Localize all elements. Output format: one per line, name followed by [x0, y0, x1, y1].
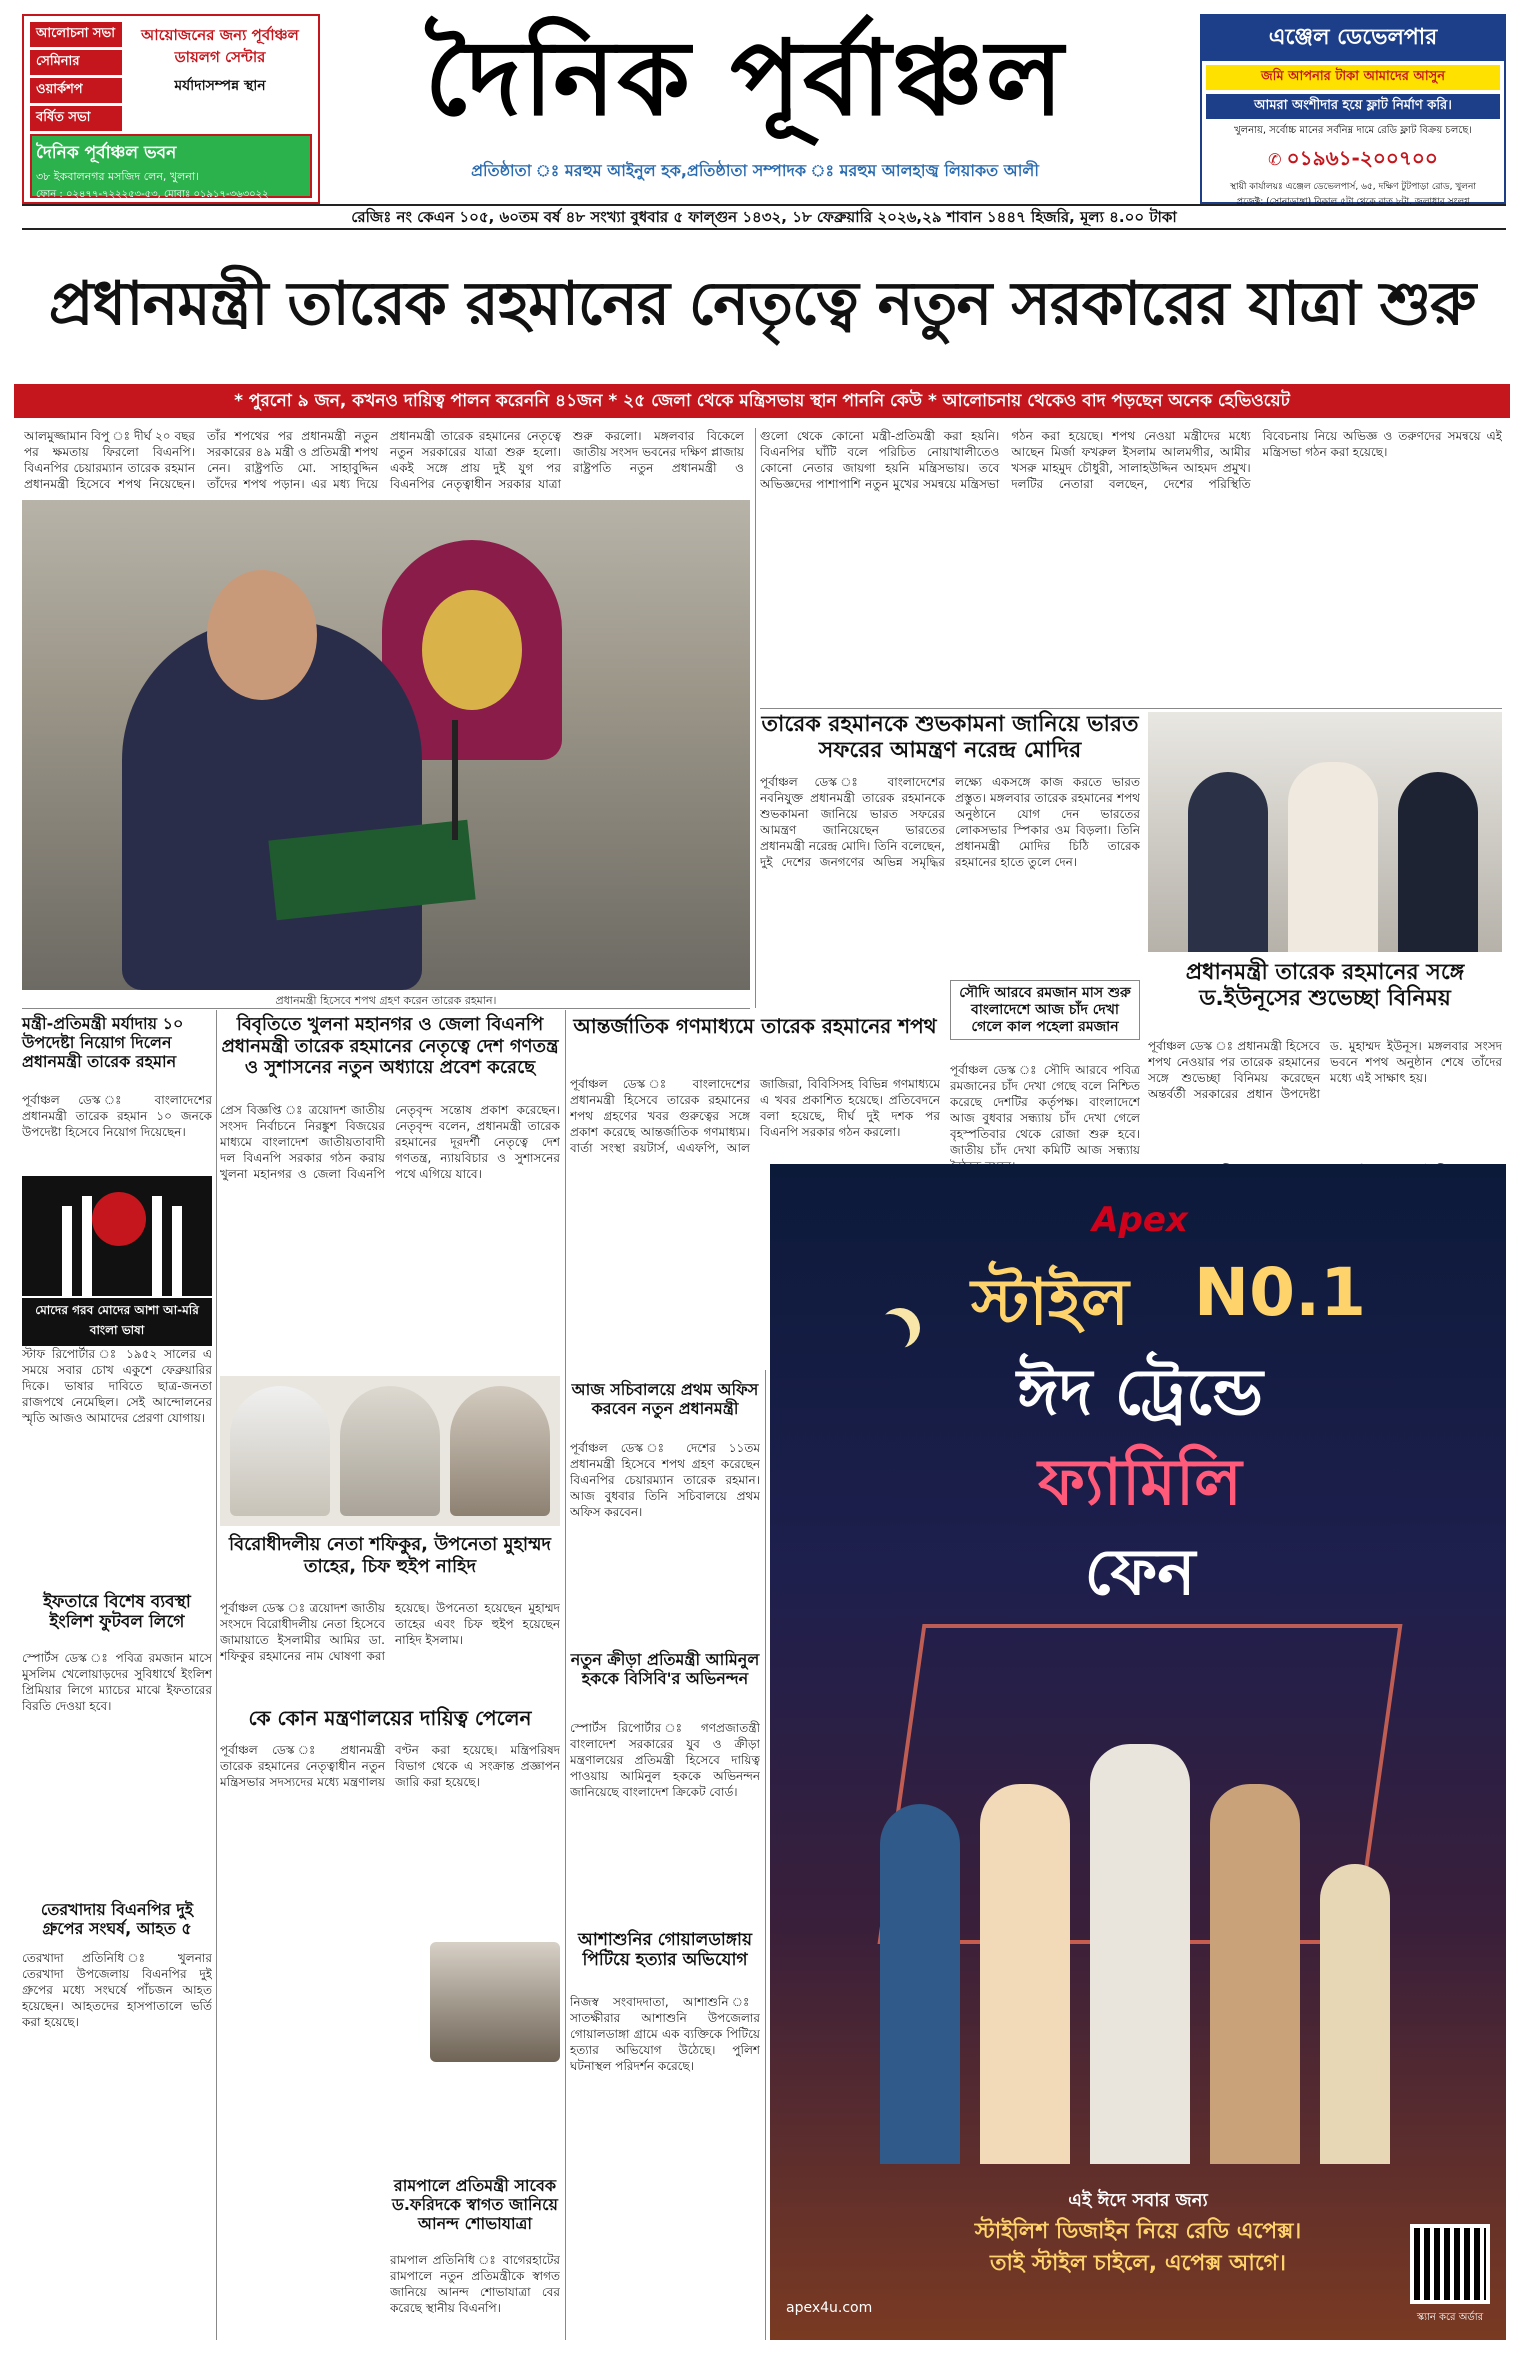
apex-line1: স্টাইল: [971, 1266, 1129, 1340]
crescent-moon-icon: [870, 1314, 910, 1354]
promo-item: সেমিনার: [30, 50, 122, 75]
right-ad-line3: খুলনায়, সর্বোচ্চ মানের সর্বনিম্ন দামে রেডি ফ্লাট বিক্রয় চলছে।: [1234, 125, 1472, 136]
khulna-body: প্রেস বিজ্ঞপ্তি ঃ ত্রয়োদশ জাতীয় সংসদ নির্বাচনে নিরঙ্কুশ বিজয়ের মাধ্যমে বাংলাদেশ জাতীয়তাবাদী দল বিএনপি সরকার গঠন করায় খুলনা মহানগর ও জেলা বিএনপি নেতৃবৃন্দ সন্তোষ প্রকাশ করেছেন। নেতৃবৃন্দ বলেন, প্রধানমন্ত্রী তারেক রহমানের দূরদর্শী নেতৃত্বে দেশ গণতন্ত্র, ন্যায়বিচার ও সুশাসনের পথে এগিয়ে যাবে।: [220, 1103, 560, 1181]
iftar-body: স্পোর্টস ডেস্ক ঃ পবিত্র রমজান মাসে মুসলিম খেলোয়াড়দের সুবিধার্থে ইংলিশ প্রিমিয়ার লিগে ম্যাচের মাঝে ইফতারের বিরতি দেওয়া হবে।: [22, 1651, 212, 1713]
person-figure: [1288, 762, 1378, 952]
lead-photo-caption: প্রধানমন্ত্রী হিসেবে শপথ গ্রহণ করেন তারেক রহমান।: [275, 994, 497, 1007]
iftar-headline: ইফতারে বিশেষ ব্যবস্থা ইংলিশ ফুটবল লিগে: [43, 1592, 191, 1633]
office-address: ৩৮ ইকবালনগর মসজিদ লেন, খুলনা।: [36, 170, 200, 183]
qr-label: স্ক্যান করে অর্ডার: [1416, 2312, 1484, 2323]
right-ad-phone-row: [1206, 144, 1500, 177]
family-figure: [980, 1784, 1070, 2164]
language-body: স্টাফ রিপোর্টার ঃ ১৯৫২ সালের এ সময়ে সবার চোখ একুশে ফেব্রুয়ারির দিকে। ভাষার দাবিতে ছাত্র-জনতা রাজপথে নেমেছিল। সেই আন্দোলনের স্মৃতি আজও আমাদের প্রেরণা যোগায়।: [22, 1347, 212, 1425]
intl-body: পূর্বাঞ্চল ডেস্ক ঃ বাংলাদেশের প্রধানমন্ত্রী হিসেবে তারেক রহমানের শপথ গ্রহণের খবর গুরুত্বের সঙ্গে প্রকাশ করেছে আন্তর্জাতিক গণমাধ্যম। বার্তা সংস্থা রয়টার্স, এএফপি, আল জাজিরা, বিবিসিসহ বিভিন্ন গণমাধ্যমে এ খবর প্রকাশিত হয়েছে। প্রতিবেদনে বলা হয়েছে, দীর্ঘ দুই দশক পর বিএনপি সরকার গঠন করলো।: [570, 1077, 940, 1155]
minister-portrait: [430, 1942, 560, 2062]
apex-line4: ফেন: [1084, 1536, 1196, 1610]
khulna-headline: বিবৃতিতে খুলনা মহানগর ও জেলা বিএনপি প্রধানমন্ত্রী তারেক রহমানের নেতৃত্বে দেশ গণতন্ত্র ও সুশাসনের নতুন অধ্যায়ে প্রবেশ করেছে: [221, 1014, 559, 1079]
microphone: [452, 720, 458, 840]
eid-headline: সৌদি আরবে রমজান মাস শুরু বাংলাদেশে আজ চাঁদ দেখা গেলে কাল পহেলা রমজান: [950, 980, 1140, 1040]
promo-tagline: মর্যাদাসম্পন্ন স্থান: [174, 78, 266, 94]
clash-body: তেরখাদা প্রতিনিধি ঃ খুলনার তেরখাদা উপজেলায় বিএনপির দুই গ্রুপের মধ্যে সংঘর্ষে পাঁচজন আহত হয়েছেন। আহতদের হাসপাতালে ভর্তি করা হয়েছে।: [22, 1951, 212, 2029]
apex-tagline-1: এই ঈদে সবার জন্য: [1068, 2190, 1208, 2211]
portrait: [450, 1386, 550, 1516]
minar-pillar: [62, 1206, 72, 1296]
apex-line2: ঈদ ট্রেন্ডে: [1017, 1356, 1263, 1430]
row-rule: [22, 1008, 750, 1009]
column-rule: [565, 1010, 566, 2340]
sports-body: স্পোর্টস রিপোর্টার ঃ গণপ্রজাতন্ত্রী বাংলাদেশ সরকারের যুব ও ক্রীড়া মন্ত্রণালয়ের প্রতিমন্ত্রী হিসেবে দায়িত্ব পাওয়ায় আমিনুল হককে অভিনন্দন জানিয়েছে বাংলাদেশ ক্রিকেট বোর্ড।: [570, 1721, 760, 1799]
portrait: [340, 1386, 440, 1516]
lead-headline: প্রধানমন্ত্রী তারেক রহমানের নেতৃত্বে নতুন সরকারের যাত্রা শুরু: [48, 269, 1476, 339]
eid-body: পূর্বাঞ্চল ডেস্ক ঃ সৌদি আরবে পবিত্র রমজানের চাঁদ দেখা গেছে বলে নিশ্চিত করেছে দেশটির কর্তৃপক্ষ। বাংলাদেশে আজ বুধবার সন্ধ্যায় চাঁদ দেখা গেলে বৃহস্পতিবার থেকে রোজা শুরু হবে। জাতীয় চাঁদ দেখা কমিটি আজ সন্ধ্যায়: [950, 1063, 1140, 1157]
advisors-body: পূর্বাঞ্চল ডেস্ক ঃ বাংলাদেশের প্রধানমন্ত্রী তারেক রহমান ১০ জনকে উপদেষ্টা হিসেবে নিয়োগ দিয়েছেন।: [22, 1093, 212, 1139]
person-figure: [1398, 772, 1478, 952]
row-rule: [760, 708, 1502, 709]
promo-item: আলোচনা সভা: [30, 22, 122, 47]
clash-headline: তেরখাদায় বিএনপির দুই গ্রুপের সংঘর্ষ, আহত ৫: [40, 1900, 194, 1939]
red-sun: [92, 1192, 146, 1246]
advisors-headline: মন্ত্রী-প্রতিমন্ত্রী মর্যাদায় ১০ উপদেষ্টা নিয়োগ দিলেন প্রধানমন্ত্রী তারেক রহমান: [22, 1014, 184, 1072]
rampal-headline: রামপালে প্রতিমন্ত্রী সাবেক ড.ফরিদকে স্বাগত জানিয়ে আনন্দ শোভাযাত্রা: [392, 2176, 558, 2234]
lead-photo: [22, 500, 750, 990]
murder-body: নিজস্ব সংবাদদাতা, আশাশুনি ঃ সাতক্ষীরার আশাশুনি উপজেলার গোয়ালডাঙ্গা গ্রামে এক ব্যক্তিকে পিটিয়ে হত্যার অভিযোগ উঠেছে। পুলিশ ঘটনাস্থল পরিদর্শন করেছে।: [570, 1995, 760, 2073]
duty-body: পূর্বাঞ্চল ডেস্ক ঃ প্রধানমন্ত্রী তারেক রহমানের নেতৃত্বাধীন নতুন মন্ত্রিসভার সদস্যদের মধ্যে মন্ত্রণালয় বণ্টন করা হয়েছে। মন্ত্রিপরিষদ বিভাগ থেকে এ সংক্রান্ত প্রজ্ঞাপন জারি করা হয়েছে।: [220, 1743, 560, 1789]
lead-strap: * পুরনো ৯ জন, কখনও দায়িত্ব পালন করেননি ৪১জন * ২৫ জেলা থেকে মন্ত্রিসভায় স্থান পাননি কেউ * আলোচনায় থেকেও বাদ পড়ছেন অনেক হেভিওয়েট: [234, 391, 1290, 411]
modi-headline: তারেক রহমানকে শুভকামনা জানিয়ে ভারত সফরের আমন্ত্রণ নরেন্দ্র মোদির: [761, 712, 1139, 764]
right-ad-title: এঞ্জেল ডেভেলপার: [1202, 16, 1504, 61]
office-body: পূর্বাঞ্চল ডেস্ক ঃ দেশের ১১তম প্রধানমন্ত্রী হিসেবে শপথ গ্রহণ করেছেন বিএনপির চেয়ারম্যান তারেক রহমান। আজ বুধবার তিনি সচিবালয়ে প্রথম অফিস করবেন।: [570, 1441, 760, 1519]
portrait: [230, 1386, 330, 1516]
column-rule: [755, 428, 756, 1008]
promo-items-list: [30, 22, 122, 131]
lead-strap-bar: [14, 384, 1510, 418]
masthead: [0, 0, 1524, 225]
murder-headline: আশাশুনির গোয়ালডাঙ্গায় পিটিয়ে হত্যার অভিযোগ: [578, 1930, 752, 1971]
apex-line3: ফ্যামিলি: [1038, 1446, 1242, 1520]
newspaper-title: দৈনিক পূর্বাঞ্চল: [424, 16, 1066, 139]
duty-headline: কে কোন মন্ত্রণালয়ের দায়িত্ব পেলেন: [248, 1706, 532, 1730]
minar-pillar: [172, 1206, 182, 1296]
right-ad-address: স্থায়ী কার্যালয়ঃ এঞ্জেল ডেভেলপার্স, ৬৫, দক্ষিণ টুটপাড়া রোড, খুলনা: [1230, 182, 1476, 192]
apex-url[interactable]: apex4u.com: [786, 2300, 873, 2316]
speaker-head: [207, 570, 317, 700]
column-rule: [216, 1010, 217, 2340]
shaheed-minar-graphic: [22, 1176, 212, 1296]
right-ad-line2: আমরা অংশীদার হয়ে ফ্লাট নির্মাণ করি।: [1206, 94, 1500, 119]
minar-pillar: [152, 1196, 162, 1296]
promo-text: আয়োজনের জন্য পূর্বাঞ্চল ডায়লগ সেন্টার: [141, 26, 299, 66]
founders-line: প্রতিষ্ঠাতা ঃ মরহুম আইনুল হক,প্রতিষ্ঠাতা সম্পাদক ঃ মরহুম আলহাজ্ব লিয়াকত আলী: [471, 161, 1039, 180]
person-figure: [1188, 772, 1268, 952]
apex-logo: Apex: [1092, 1200, 1188, 1240]
lead-body-right: গুলো থেকে কোনো মন্ত্রী-প্রতিমন্ত্রী করা হয়নি। বিএনপির ঘাঁটি বলে পরিচিত নোয়াখালীতেও কোনো নেতার জায়গা হয়নি মন্ত্রিসভায়। তবে অভিজ্ঞদের পাশাপাশি নতুন মুখের সমন্বয়ে মন্ত্রিসভা গঠন করা হয়েছে। শপথ নেওয়া মন্ত্রীদের মধ্যে আছেন মির্জা ফখরুল ইসলাম আলমগীর, আমীর খসরু মাহমুদ চৌধুরী, সালাহউদ্দিন আহমদ প্রমুখ। দলটির নেতারা বলছেন, দেশের পরিস্থিতি বিবেচনায় নিয়ে অভিজ্ঞ ও তরুণদের সমন্বয়ে এই মন্ত্রিসভা গঠন করা হয়েছে।: [760, 429, 1502, 491]
office-phone: ফোন : ০২৪৭৭-৭২২২৫৩-৫৩, মোবাঃ ০১৯১৭-৩৬৩০২২: [36, 189, 269, 200]
apex-advertisement[interactable]: [770, 1164, 1506, 2340]
opposition-body: পূর্বাঞ্চল ডেস্ক ঃ ত্রয়োদশ জাতীয় সংসদে বিরোধীদলীয় নেতা হিসেবে জামায়াতে ইসলামীর আমির ডা. শফিকুর রহমানের নাম ঘোষণা করা হয়েছে। উপনেতা হয়েছেন মুহাম্মদ তাহের এবং চিফ হুইপ হয়েছেন নাহিদ ইসলাম।: [220, 1601, 560, 1663]
modi-body: পূর্বাঞ্চল ডেস্ক ঃ বাংলাদেশের নবনিযুক্ত প্রধানমন্ত্রী তারেক রহমানকে শুভকামনা জানিয়ে ভারত সফরের আমন্ত্রণ জানিয়েছেন ভারতের প্রধানমন্ত্রী নরেন্দ্র মোদি। তিনি বলেছেন, দুই দেশের জনগণের অভিন্ন সমৃদ্ধির লক্ষ্যে একসঙ্গে কাজ করতে ভারত প্রস্তুত। মঙ্গলবার তারেক রহমানের শপথ অনুষ্ঠানে যোগ দেন ভারতের লোকসভার স্পিকার ওম বিড়লা। তিনি প্রধানমন্ত্রী মোদির চিঠি তারেক রহমানের হাতে তুলে দেন।: [760, 775, 1140, 869]
promo-item: ওয়ার্কশপ: [30, 78, 122, 103]
family-figure: [1090, 1744, 1190, 2164]
yunus-body: পূর্বাঞ্চল ডেস্ক ঃ প্রধানমন্ত্রী হিসেবে শপথ নেওয়ার পর তারেক রহমানের সঙ্গে শুভেচ্ছা বিনিময় করেছেন অন্তর্বর্তী সরকারের প্রধান উপদেষ্টা ড. মুহাম্মদ ইউনূস। মঙ্গলবার সংসদ ভবনে শপথ অনুষ্ঠান শেষে তাঁদের মধ্যে এই সাক্ষাৎ হয়।: [1148, 1039, 1502, 1101]
lead-body-top: আলমুজ্জামান বিপু ঃ দীর্ঘ ২০ বছর পর ক্ষমতায় ফিরলো বিএনপি। বিএনপির চেয়ারম্যান তারেক রহমান প্রধানমন্ত্রী হিসেবে শপথ নিয়েছেন। তাঁর শপথের পর প্রধানমন্ত্রী নতুন সরকারের ৪৯ মন্ত্রী ও প্রতিমন্ত্রী শপথ নেন। রাষ্ট্রপতি মো. সাহাবুদ্দিন তাঁদের শপথ পড়ান। এর মধ্য দিয়ে প্রধানমন্ত্রী তারেক রহমানের নেতৃত্বে নতুন সরকারের যাত্রা শুরু হলো। একই সঙ্গে প্রায় দুই যুগ পর বিএনপির নেতৃত্বাধীন সরকার যাত্রা শুরু করলো। মঙ্গলবার বিকেলে জাতীয় সংসদ ভবনের দক্ষিণ প্লাজায় রাষ্ট্রপতি নতুন প্রধানমন্ত্রী ও: [24, 429, 744, 491]
right-ad-box: [1200, 14, 1506, 207]
modi-photo: [1148, 712, 1502, 952]
intl-headline: আন্তর্জাতিক গণমাধ্যমে তারেক রহমানের শপথ: [573, 1014, 937, 1038]
emblem-gold: [422, 590, 522, 710]
rampal-body: রামপাল প্রতিনিধি ঃ বাগেরহাটের রামপালে নতুন প্রতিমন্ত্রীকে স্বাগত জানিয়ে আনন্দ শোভাযাত্রা বের করেছে স্থানীয় বিএনপি।: [390, 2253, 560, 2315]
left-promo-box: [22, 14, 320, 204]
dateline: রেজিঃ নং কেএন ১০৫, ৬০তম বর্ষ ৪৮ সংখ্যা বুধবার ৫ ফাল্গুন ১৪৩২, ১৮ ফেব্রুয়ারি ২০২৬,২৯ শাবান ১৪৪৭ হিজরি, মূল্য ৪.০০ টাকা: [351, 208, 1177, 226]
promo-item: বর্ষিত সভা: [30, 106, 122, 131]
qr-code-icon[interactable]: [1410, 2224, 1490, 2304]
column-rule: [765, 1370, 766, 2340]
right-ad-line1: জমি আপনার টাকা আমাদের আসুন: [1206, 65, 1500, 90]
apex-tagline-3: তাই স্টাইল চাইলে, এপেক্স আগে।: [990, 2251, 1286, 2276]
office-title: দৈনিক পূর্বাঞ্চল ভবন: [36, 143, 177, 163]
yunus-headline: প্রধানমন্ত্রী তারেক রহমানের সঙ্গে ড.ইউনূসের শুভেচ্ছা বিনিময়: [1185, 960, 1465, 1012]
apex-no1: N0.1: [1193, 1254, 1367, 1331]
family-figure: [1210, 1784, 1300, 2164]
minar-pillar: [82, 1196, 92, 1296]
apex-tagline-2: স্টাইলিশ ডিজাইন নিয়ে রেডি এপেক্স।: [974, 2219, 1302, 2244]
right-ad-phone: ০১৯৬১-২০০৭০০: [1286, 146, 1438, 170]
office-box: [30, 134, 312, 198]
opposition-headline: বিরোধীদলীয় নেতা শফিকুর, উপনেতা মুহাম্মদ তাহের, চিফ হুইপ নাহিদ: [229, 1534, 551, 1577]
office-headline: আজ সচিবালয়ে প্রথম অফিস করবেন নতুন প্রধানমন্ত্রী: [571, 1380, 759, 1419]
opposition-photos: [220, 1376, 560, 1526]
family-figure: [880, 1804, 960, 2164]
right-ad-project: প্রজেক্ট: (সোনাডাঙ্গা) বিকাল ৫টা থেকে রাত ৮টা, জলাধার সংলগ্ন: [1236, 197, 1470, 207]
sports-headline: নতুন ক্রীড়া প্রতিমন্ত্রী আমিনুল হককে বিসিবি'র অভিনন্দন: [570, 1650, 760, 1689]
dateline-bar: [22, 204, 1506, 230]
family-figure: [1320, 1864, 1390, 2164]
language-tag: মোদের গরব মোদের আশা আ-মরি বাংলা ভাষা: [22, 1298, 212, 1346]
phone-icon: ✆: [1268, 150, 1282, 169]
